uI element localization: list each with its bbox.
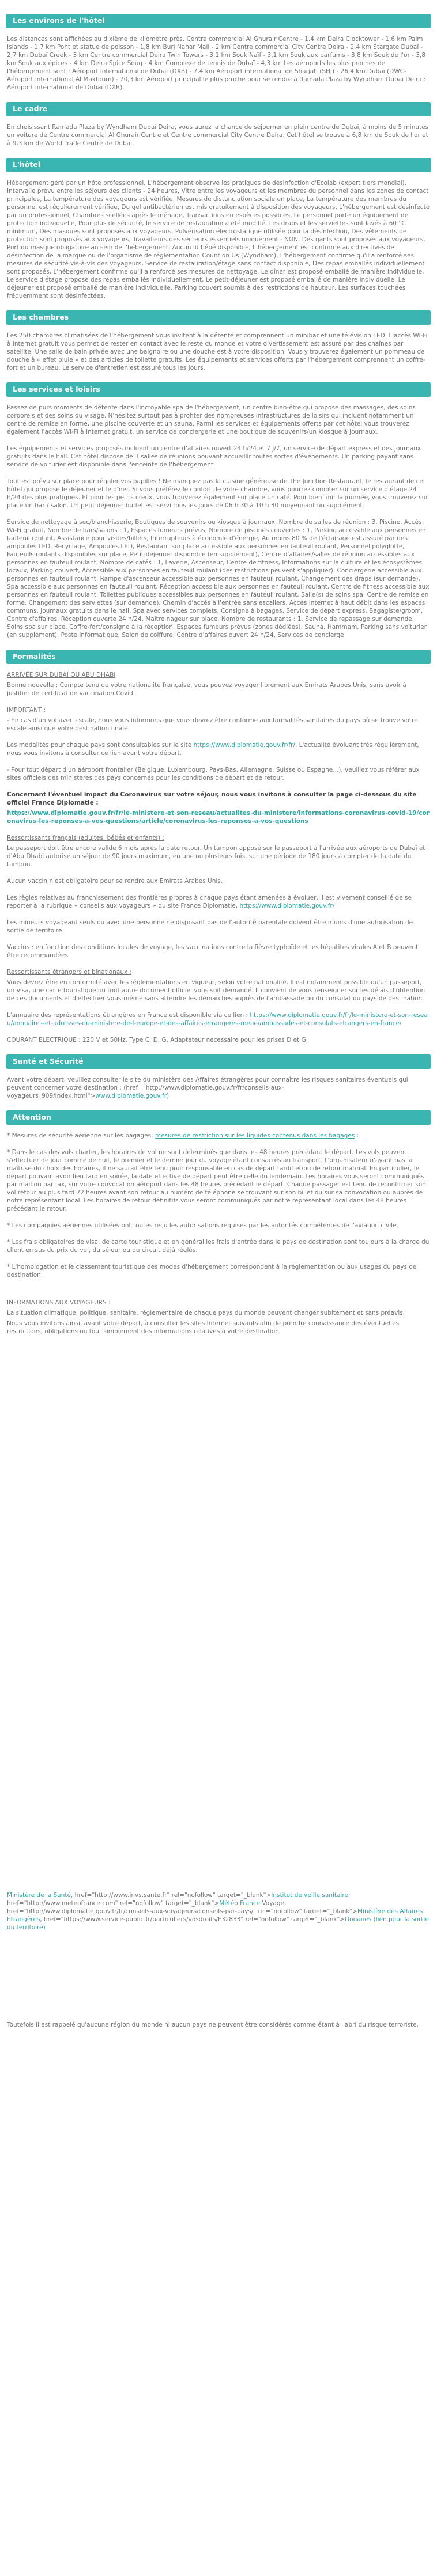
health-advice-suffix: ) [167, 1092, 169, 1099]
services-paragraph-spa: Passez de purs moments de détente dans l'incroyable spa de l'hébergement, un centre bien-être qui propose des massages, des soins corporels et des soins du visage. N'hésitez surtout pas à profiter des nombreuses infrastructures de loisirs qui incluent notamment un centre de remise en forme, une piscine couverte et un sauna. Parmi les services et équipements offerts par cet hôtel vous trouverez également l'accès Wi-Fi à Internet gratuit, un service de conciergerie et une boutique de souvenirs/un kiosque à journaux. [7, 404, 416, 435]
services-paragraph-dining: Tout est prévu sur place pour régaler vos papilles ! Ne manquez pas la cuisine généreuse de The Junction Restaurant, le restaurant de cet hôtel qui propose le déjeuner et le dîner. Si vous préférez le confort de votre chambre, vous pourrez compter sur un service d'étage 24 h/24 des plus pratiques. Et pour les petits creux, vous trouverez également sur place un café. Pour bien finir la journée, vous trouverez sur place un bar / salon. Un petit déjeuner buffet est servi tous les jours de 06 h 30 à 10 h 30 moyennant un supplément. [7, 478, 428, 509]
warning-classification: * L'homologation et le classement touristique des modes d'hébergement correspondent à la réglementation ou aux usages du pays de destination. [7, 1264, 417, 1278]
section-title-warning: Attention [6, 1110, 431, 1125]
formalities-covid-link-line [7, 809, 430, 825]
country-rules-suffix: . L'actualité évoluant très régulièrement, nous vous invitons à consulter ce lien avant votre départ. [7, 742, 419, 757]
formalities-no-vaccine: Aucun vaccin n'est obligatoire pour se rendre aux Emirats Arabes Unis. [7, 878, 223, 885]
terrorism-disclaimer: Toutefois il est rappelé qu'aucune région du monde ni aucun pays ne peuvent être considérés comme étant à l'abri du risque terroriste. [7, 2021, 419, 2028]
section-title-rooms: Les chambres [6, 310, 431, 325]
warning-charter-flights: * Dans le cas des vols charter, les horaires de vol ne sont déterminés que dans les 48 heures précédant le départ. Les vols peuvent s'effectuer de jour comme de nuit, le premier et le dernier jour du voyage étant consacrés au transport. L'organisateur n'ayant pas la maîtrise du choix des horaires, il ne saurait être tenu pour responsable en cas de départ tardif et/ou de retour matinal. En particulier, le départ pouvant avoir lieu tard en soirée, la date effective de départ peut être celle du lendemain. Les horaires vous seront communiqués par mail ou par fax, sur votre convocation aéroport dans les 48 heures précédant le départ. Chaque passager est tenu de reconfirmer son vol retour au plus tard 72 heures avant son retour au numéro de téléphone se trouvant sur son billet ou sur sa convocation ou auprès de notre représentant local. Les horaires de retour définitifs vous seront communiqués par notre représentant local dans les 48 heures précédant le retour. [7, 1149, 426, 1212]
section-surroundings [6, 14, 431, 92]
traveler-info-invitation: Nous vous invitons ainsi, avant votre départ, à consulter les sites Internet suivants afin de prendre connaissance des éventuelles restrictions, obligations ou tout simplement des informations relatives à votre destination. [7, 1320, 400, 1335]
section-title-services: Les services et loisirs [6, 382, 431, 397]
country-rules-text: Les modalités pour chaque pays sont consultables sur le site [7, 742, 194, 749]
formalities-border-airport: - Pour tout départ d'un aéroport frontalier (Belgique, Luxembourg, Pays-Bas, Allemagne, Suisse ou Espagne...), veuillez vous référer aux sites officiels des ministères des pays concernés pour les conditions de départ et de retour. [7, 767, 420, 781]
section-setting [6, 102, 431, 147]
health-watch-institute-link[interactable]: Institut de veille sanitaire [271, 1892, 348, 1899]
traveler-info-situation: La situation climatique, politique, sanitaire, réglementaire de chaque pays du monde peuvent changer subitement et sans préavis. [7, 1310, 405, 1317]
health-ministry-link[interactable]: www.diplomatie.gouv.fr [95, 1092, 167, 1099]
formalities-arrival-heading: ARRIVÉE SUR DUBAÏ OU ABU DHABI [7, 671, 116, 678]
formalities-good-news: Bonne nouvelle : Compte tenu de votre nationalité française, vous pouvez voyager librement aux Emirats Arabes Unis, sans avoir à justifier de certificat de vaccination Covid. [7, 682, 406, 697]
france-diplomatie-link[interactable]: https://www.diplomatie.gouv.fr/ [239, 902, 335, 909]
coronavirus-info-link[interactable]: https://www.diplomatie.gouv.fr/fr/le-ministere-et-son-reseau/actualites-du-ministere/informations-coronavirus-covid-19/coronavirus-les-reponses-a-vos-questions/article/coronavirus-les-reponses-a-vos-questions [7, 810, 430, 825]
surroundings-body: Les distances sont affichées au dixième de kilomètre près. Centre commercial Al Ghurair Centre - 1,4 km Deira Clocktower - 1,6 km Palm Islands - 1,7 km Pont et statue de poisson - 1,8 km Burj Nahar Mall - 2 km Centre commercial City Centre Deira - 2,4 km Stargate Dubaï - 2,7 km Dubaï Creek - 3 km Centre commercial Deira Twin Towers - 3,1 km Souk Naïf - 3,1 km Souk aux parfums - 3,8 km Souk de l'or - 3,8 km Souk aux épices - 4 km Deira Spice Souq - 4 km Complexe de tennis de Dubaï - 4,3 km Les aéroports les plus proches de l'hébergement sont : Aéroport international de Dubaï (DXB) - 7,4 km Aéroport international de Sharjah (SHJ) - 26,4 km Dubaï (DWC-Aéroport international Al Maktoum) - 70,3 km Aéroport principal le plus proche pour se rendre à Ramada Plaza by Wyndham Dubaï Deira : Aéroport international de Dubaï (DXB). [7, 36, 426, 91]
formalities-minors: Les mineurs voyageant seuls ou avec une personne ne disposant pas de l'autorité parentale doivent être munis d'une autorisation de sortie de territoire. [7, 919, 413, 934]
warning-airlines: * Les compagnies aériennes utilisées ont toutes reçu les autorisations requises par les autorités compétentes de l'aviation civile. [7, 1222, 398, 1229]
formalities-covid-notice: Concernant l'éventuel impact du Coronavirus sur votre séjour, nous vous invitons à consulter la page ci-dessous du site officiel France Diplomatie : [7, 791, 417, 806]
section-title-health-safety: Santé et Sécurité [6, 1054, 431, 1069]
links-raw-text-2: , href="http://www.meteofrance.com" rel="nofollow" target="_blank"> [7, 1892, 351, 1907]
formalities-border-rules [7, 894, 430, 910]
formalities-vaccines-advice: Vaccins : en fonction des conditions locales de voyage, les vaccinations contre la fièvre typhoïde et les hépatites virales A et B peuvent être recommandées. [7, 944, 419, 959]
section-warning [6, 1110, 431, 2029]
foreign-representations-link[interactable]: https://www.diplomatie.gouv.fr/fr/le-ministere-et-son-reseau/annuaires-et-adresses-du-ministere-de-l-europe-et-des-affaires-etrangeres-meae/ambassades-et-consulats-etrangers-en-france/ [7, 1012, 428, 1027]
section-title-hotel: L'hôtel [6, 158, 431, 172]
formalities-foreign-nationals: Vous devrez être en conformité avec les réglementations en vigueur, selon votre nationalité. Il est notamment possible qu'un passeport, un visa, une carte touristique ou tout autre document officiel vous soit demandé. Il convient de vous renseigner sur les délais d'obtention de ces documents et d'effectuer vous-même sans attendre les démarches auprès de l'ambassade ou du consulat du pays de destination. [7, 979, 425, 1002]
health-safety-advice [7, 1076, 430, 1100]
services-paragraph-amenities-list: Service de nettoyage à sec/blanchisserie, Boutiques de souvenirs ou kiosque à journaux, Nombre de salles de réunion : 3, Piscine, Accès Wi-Fi gratuit, Nombre de bars/salons : 1, Espaces fumeurs prévus, Nombre de piscines couvertes : 1, Parking accessible aux personnes en fauteuil roulant, Assistance pour visites/billets, Interrupteurs à économie d'énergie, Au moins 80 % de l'éclairage est assuré par des ampoules LED, Recyclage, Ampoules LED, Restaurant sur place accessible aux personnes en fauteuil roulant, Personnel polyglotte, Fauteuils roulants disponibles sur place, Petit-déjeuner disponible (en supplément), Centre d'affaires/salles de réunion accessibles aux personnes en fauteuil roulant, Nombre de cafés : 1, Laverie, Ascenseur, Centre de fitness, Informations sur la culture et les écosystèmes locaux, Parking couvert, Accessible aux personnes en fauteuil roulant (des restrictions peuvent s'appliquer), Conciergerie accessible aux personnes en fauteuil roulant, Rampe d'ascenseur accessible aux personnes en fauteuil roulant, Changement des draps (sur demande), Spa accessible aux personnes en fauteuil roulant, Réception accessible aux personnes en fauteuil roulant, Centre de fitness accessible aux personnes en fauteuil roulant, Toilettes publiques accessibles aux personnes en fauteuil roulant, Salle(s) de soins spa, Centre de remise en forme, Changement des serviettes (sur demande), Chemin d'accès à l'entrée sans escaliers, Accès Internet à haut débit dans les espaces communs, Journaux gratuits dans le hall, Spa avec services complets, Consigne à bagages, Service de départ express, Bagagiste/groom, Centre d'affaires, Réception ouverte 24 h/24, Maître nageur sur place, Nombre de restaurants : 1, Service de repassage sur demande, Soins spa sur place, Coffre-fort/consigne à la réception, Espaces fumeurs prévus (zones dédiées), Sauna, Hammam, Parking sans voiturier (en supplément), Poste informatique, Salon de coiffure, Centre d'affaires ouvert 24 h/24, Services de concierge [7, 519, 430, 639]
section-health-safety [6, 1054, 431, 1100]
meteo-france-link[interactable]: Météo France [219, 1900, 261, 1907]
formalities-stopover: - En cas d'un vol avec escale, nous vous informons que vous devrez être conforme aux formalités sanitaires du pays où se trouve votre escale ainsi que votre destination finale. [7, 717, 418, 732]
section-title-formalities: Formalités [6, 650, 431, 664]
liquids-text: * Mesures de sécurité aérienne sur les bagages: [7, 1132, 155, 1139]
warning-visa-fees: * Les frais obligatoires de visa, de carte touristique et en général les frais d'entrée dans le pays de destination sont toujours à la charge du client en sus du prix du vol, du séjour ou du circuit déjà réglés. [7, 1239, 430, 1254]
formalities-directory [7, 1011, 430, 1027]
section-rooms [6, 310, 431, 372]
section-hotel [6, 158, 431, 300]
formalities-electricity: COURANT ELECTRIQUE : 220 V et 50Hz. Type C, D, G. Adaptateur nécessaire pour les prises D et G. [7, 1037, 308, 1044]
links-raw-text-3: Voyage, href="http://www.diplomatie.gouv.fr/fr/conseils-aux-voyageurs/conseils-par-pays/" rel="nofollow" target="_blank"> [7, 1900, 357, 1915]
warning-liquids [7, 1132, 430, 1140]
services-paragraph-business: Les équipements et services proposés incluent un centre d'affaires ouvert 24 h/24 et 7 j/7, un service de départ express et des journaux gratuits dans le hall. Cet hôtel dispose de 3 salles de réunions pouvant accueillir toutes sortes d'événements. Un parking payant sans service de voiturier est disponible dans l'enceinte de l'hébergement. [7, 445, 421, 468]
setting-body: En choisissant Ramada Plaza by Wyndham Dubaï Deira, vous aurez la chance de séjourner en plein centre de Dubaï, à moins de 5 minutes en voiture de Centre commercial Al Ghurair Centre et Centre commercial City Centre Deira. Cet hôtel se trouve à 6,8 km de Souk de l'or et à 9,3 km de World Trade Centre de Dubaï. [7, 124, 429, 147]
health-ministry-site-link[interactable]: Ministère de la Santé [7, 1892, 71, 1899]
formalities-foreign-nationals-heading: Ressortissants étrangers et binationaux : [7, 969, 132, 976]
section-services [6, 382, 431, 639]
health-advice-text: Avant votre départ, veuillez consulter le site du ministère des Affaires étrangères pour connaître les risques sanitaires éventuels qui peuvent concerner votre destination : (href="http://www.diplomatie.gouv.fr/fr/conseils-aux-voyageurs_909/index.html"> [7, 1076, 408, 1099]
formalities-country-rules [7, 741, 430, 757]
official-links-paragraph [7, 1891, 430, 1932]
diplomatie-site-link[interactable]: https://www.diplomatie.gouv.fr/fr/ [193, 742, 295, 749]
blank-space-bottom [6, 1940, 431, 2021]
formalities-important-label: IMPORTANT : [7, 707, 46, 714]
blank-space [6, 1344, 431, 1891]
formalities-french-nationals-heading: Ressortissants français (adultes, bébés et enfants) : [7, 834, 164, 841]
rooms-body: Les 250 chambres climatisées de l'hébergement vous invitent à la détente et comprennent un minibar et une télévision LED. L'accès Wi-Fi à Internet gratuit vous permet de rester en contact avec le reste du monde et votre divertissement est assuré par des chaînes par satellite. Une salle de bain privée avec une baignoire ou une douche est à votre disposition. Vous y trouverez également un pommeau de douche à « effet pluie » et des articles de toilette gratuits. Les équipements et services offerts par l'hébergement comprennent un coffre-fort et un bureau. Le service d'entretien est assuré tous les jours. [7, 332, 428, 371]
section-title-surroundings: Les environs de l'hôtel [6, 14, 431, 28]
links-raw-text-4: , href="https://www.service-public.fr/particuliers/vosdroits/F32833" rel="nofollow" target="_blank"> [40, 1916, 345, 1923]
border-rules-text: Les règles relatives au franchissement des frontières propres à chaque pays étant amenées à évoluer, il est vivement conseillé de se reporter à la rubrique « conseils aux voyageurs » du site France Diplomatie, [7, 894, 412, 909]
section-title-setting: Le cadre [6, 102, 431, 116]
section-formalities [6, 650, 431, 1044]
links-raw-text-1: , href="http://www.invs.sante.fr" rel="nofollow" target="_blank"> [70, 1892, 272, 1899]
formalities-passport: Le passeport doit être encore valide 6 mois après la date retour. Un tampon apposé sur le passeport à l'arrivée aux aéroports de Dubaï et d'Abu Dhabi autorise un séjour de 90 jours maximum, en une ou plusieurs fois, sur une période de 180 jours à compter de la date du tampon. [7, 845, 425, 868]
directory-text: L'annuaire des représentations étrangères en France est disponible via ce lien : [7, 1012, 250, 1019]
foreign-affairs-ministry-link[interactable]: Ministère des Affaires Étrangères [7, 1908, 423, 1923]
liquids-suffix: : [355, 1132, 359, 1139]
customs-link[interactable]: Douanes (lien pour la sortie du territoire) [7, 1916, 429, 1931]
traveler-info-heading: INFORMATIONS AUX VOYAGEURS : [7, 1299, 111, 1306]
liquids-restrictions-link[interactable]: mesures de restriction sur les liquides contenus dans les bagages [155, 1132, 355, 1139]
hotel-body: Hébergement géré par un hôte professionnel, L'hébergement observe les pratiques de désinfection d'Ecolab (expert tiers mondial), Intervalle prévu entre les séjours des clients - 24 heures, Vitre entre les voyageurs et les membres du personnel dans les zones de contact principales, La température des voyageurs est vérifiée, Mesures de distanciation sociale en place, La température des membres du personnel est régulièrement vérifiée, Du gel antibactérien est mis gratuitement à disposition des voyageurs, L'hébergement est désinfecté par un professionnel, Chambres scellées après le ménage, Transactions en espèces possibles, Le personnel porte un équipement de protection individuelle, Pour plus de sécurité, le service de restauration a été modifié, Les draps et les serviettes sont lavés à 60 °C minimum, Des masques sont proposés aux voyageurs, Pulvérisation électrostatique utilisée pour la désinfection, Des vêtements de protection sont proposés aux voyageurs, Travailleurs des secteurs essentiels uniquement - NON, Des gants sont proposés aux voyageurs, Port du masque obligatoire au sein de l'hébergement, Aucun lit bébé disponible, L'hébergement est conforme aux directives de désinfection de la marque ou de l'organisme de réglementation Count on Us (Wyndham), L'hébergement confirme qu'il a renforcé ses mesures de sécurité vis-à-vis des voyageurs, Service de restauration/étage sans contact disponible, Des repas emballés individuellement sont proposés, L'hébergement confirme qu'il a renforcé ses mesures de nettoyage, Le dîner est proposé emballé de manière individuelle, Le service d'étage propose des repas emballés individuellement, Le petit-déjeuner est proposé emballé de manière individuelle, Le déjeuner est proposé emballé de manière individuelle, Parking couvert soumis à des restrictions de hauteur, Les surfaces touchées fréquemment sont désinfectées. [7, 180, 430, 299]
